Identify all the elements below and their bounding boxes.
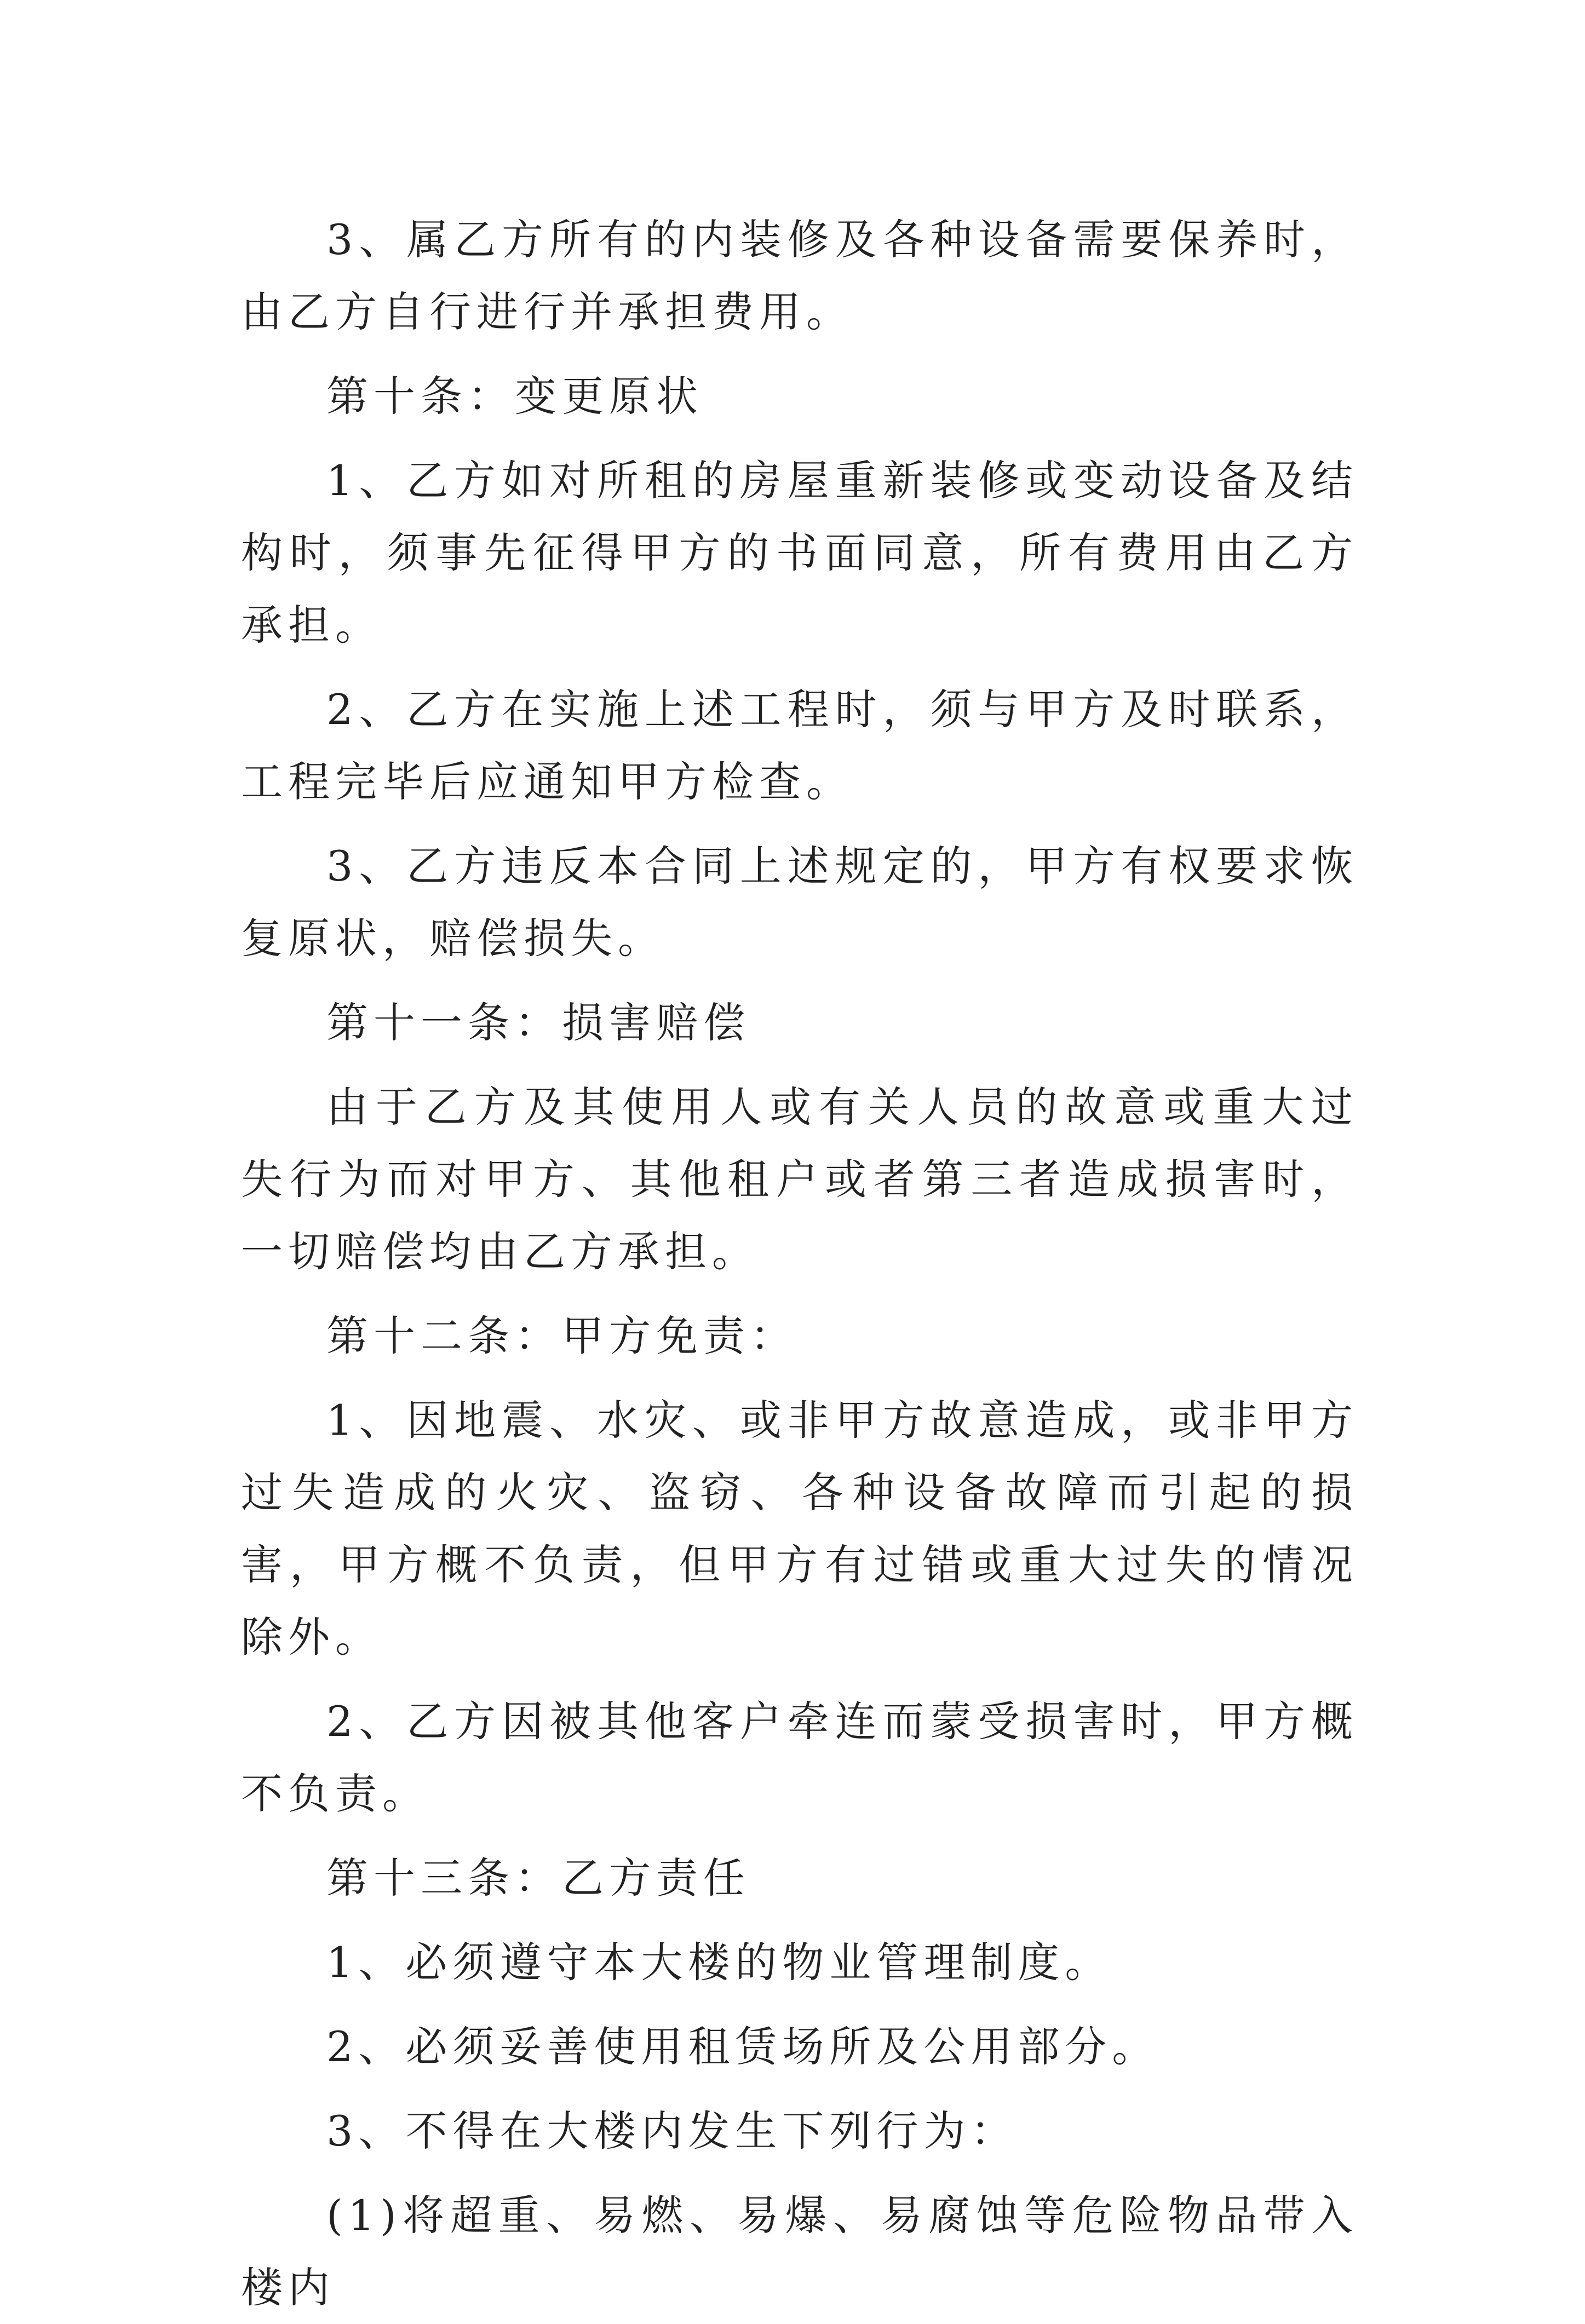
paragraph: 由于乙方及其使用人或有关人员的故意或重大过失行为而对甲方、其他租户或者第三者造成损害时，一切赔偿均由乙方承担。	[241, 1083, 1358, 1276]
paragraph: 3、不得在大楼内发生下列行为：	[326, 2107, 1018, 2155]
paragraph: (1)将超重、易燃、易爆、易腐蚀等危险物品带入楼内	[241, 2191, 1358, 2312]
paragraph: 2、乙方在实施上述工程时，须与甲方及时联系，工程完毕后应通知甲方检查。	[241, 685, 1358, 806]
paragraph: 2、乙方因被其他客户牵连而蒙受损害时，甲方概不负责。	[241, 1697, 1358, 1818]
section-heading: 第十一条：损害赔偿	[326, 998, 750, 1047]
document-body	[241, 204, 1358, 2324]
section-heading: 第十二条：甲方免责：	[326, 1311, 797, 1360]
section-heading: 第十三条：乙方责任	[326, 1854, 750, 1902]
paragraph: 1、因地震、水灾、或非甲方故意造成，或非甲方过失造成的火灾、盗窃、各种设备故障而引起的损害，甲方概不负责，但甲方有过错或重大过失的情况除外。	[241, 1396, 1358, 1661]
paragraph: 1、乙方如对所租的房屋重新装修或变动设备及结构时，须事先征得甲方的书面同意，所有费用由乙方承担。	[241, 456, 1358, 649]
paragraph: 2、必须妥善使用租赁场所及公用部分。	[326, 2022, 1159, 2071]
section-heading: 第十条：变更原状	[326, 372, 703, 421]
paragraph: 3、属乙方所有的内装修及各种设备需要保养时，由乙方自行进行并承担费用。	[241, 215, 1358, 336]
paragraph: 3、乙方违反本合同上述规定的，甲方有权要求恢复原状，赔偿损失。	[241, 842, 1358, 963]
paragraph: 1、必须遵守本大楼的物业管理制度。	[326, 1938, 1112, 1987]
